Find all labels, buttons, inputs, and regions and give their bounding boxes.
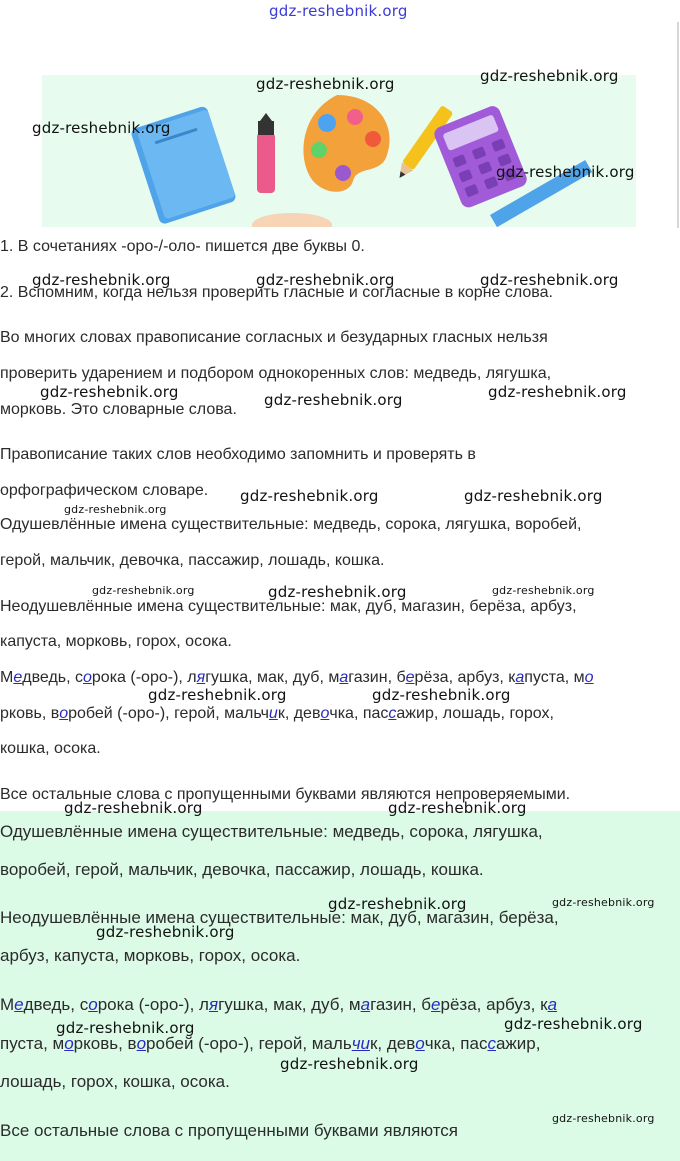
- watermark: gdz-reshebnik.org: [240, 487, 379, 505]
- answer-line-2: воробей, герой, мальчик, девочка, пассажир, лошадь, кошка.: [0, 860, 484, 879]
- answer-line-3: Неодушевлённые имена существительные: мак, дуб, магазин, берёза,: [0, 908, 559, 927]
- watermark: gdz-reshebnik.org: [64, 799, 203, 817]
- hand-shape: [252, 213, 332, 227]
- text-line-4: проверить ударением и подбором однокоренных слов: медведь, лягушка,: [0, 365, 552, 382]
- watermark: gdz-reshebnik.org: [388, 799, 527, 817]
- watermark: gdz-reshebnik.org: [268, 583, 407, 601]
- watermark: gdz-reshebnik.org: [328, 895, 467, 913]
- watermark: gdz-reshebnik.org: [40, 383, 179, 401]
- watermark: gdz-reshebnik.org: [32, 119, 171, 137]
- watermark: gdz-reshebnik.org: [64, 503, 167, 516]
- watermark: gdz-reshebnik.org: [504, 1015, 643, 1033]
- watermark: gdz-reshebnik.org: [96, 923, 235, 941]
- watermark: gdz-reshebnik.org: [492, 584, 595, 597]
- watermark: gdz-reshebnik.org: [464, 487, 603, 505]
- watermark: gdz-reshebnik.org: [552, 896, 655, 909]
- text-line-12: Медведь, сорока (-оро-), лягушка, мак, дуб, магазин, берёза, арбуз, капуста, мо: [0, 669, 594, 686]
- watermark: gdz-reshebnik.org: [264, 391, 403, 409]
- answer-line-1: Одушевлённые имена существительные: медведь, сорока, лягушка,: [0, 822, 543, 841]
- watermark: gdz-reshebnik.org: [372, 686, 511, 704]
- palette-icon: [303, 95, 389, 192]
- text-line-2: 2. Вспомним, когда нельзя проверить гласные и согласные в корне слова.: [0, 284, 553, 301]
- watermark: gdz-reshebnik.org: [92, 584, 195, 597]
- text-line-14: кошка, осока.: [0, 740, 101, 757]
- text-line-1: 1. В сочетаниях -оро-/-оло- пишется две буквы 0.: [0, 238, 365, 255]
- watermark: gdz-reshebnik.org: [148, 686, 287, 704]
- text-line-5: морковь. Это словарные слова.: [0, 401, 237, 418]
- watermark: gdz-reshebnik.org: [480, 271, 619, 289]
- watermark: gdz-reshebnik.org: [480, 67, 619, 85]
- text-line-7: орфографическом словаре.: [0, 482, 209, 499]
- banner-illustration: [42, 75, 636, 227]
- text-line-15: Все остальные слова с пропущенными буквами являются непроверяемыми.: [0, 786, 571, 803]
- watermark: gdz-reshebnik.org: [32, 271, 171, 289]
- watermark: gdz-reshebnik.org: [256, 75, 395, 93]
- watermark: gdz-reshebnik.org: [488, 383, 627, 401]
- answer-line-4: арбуз, капуста, морковь, горох, осока.: [0, 946, 301, 965]
- answer-line-7: лошадь, горох, кошка, осока.: [0, 1072, 230, 1091]
- text-line-9: герой, мальчик, девочка, пассажир, лошадь, кошка.: [0, 552, 385, 569]
- answer-line-5: Медведь, сорока (-оро-), лягушка, мак, дуб, магазин, берёза, арбуз, ка: [0, 995, 558, 1014]
- watermark: gdz-reshebnik.org: [552, 1112, 655, 1125]
- text-line-8: Одушевлённые имена существительные: медведь, сорока, лягушка, воробей,: [0, 516, 582, 533]
- watermark: gdz-reshebnik.org: [56, 1019, 195, 1037]
- answer-line-8: Все остальные слова с пропущенными буквами являются: [0, 1121, 459, 1140]
- top-watermark: gdz-reshebnik.org: [269, 2, 408, 20]
- watermark: gdz-reshebnik.org: [256, 271, 395, 289]
- watermark: gdz-reshebnik.org: [496, 163, 635, 181]
- scrollbar-track[interactable]: [677, 22, 679, 228]
- marker-icon: [257, 113, 275, 193]
- text-line-10: Неодушевлённые имена существительные: мак, дуб, магазин, берёза, арбуз,: [0, 598, 577, 615]
- text-line-3: Во многих словах правописание согласных и безударных гласных нельзя: [0, 329, 548, 346]
- text-line-11: капуста, морковь, горох, осока.: [0, 633, 232, 650]
- school-supplies-illustration: [42, 75, 636, 227]
- text-line-13: рковь, воробей (-оро-), герой, мальчик, девочка, пассажир, лошадь, горох,: [0, 705, 554, 722]
- watermark: gdz-reshebnik.org: [280, 1055, 419, 1073]
- text-line-6: Правописание таких слов необходимо запомнить и проверять в: [0, 446, 476, 463]
- answer-line-6: пуста, морковь, воробей (-оро-), герой, мальчик, девочка, пассажир,: [0, 1034, 541, 1053]
